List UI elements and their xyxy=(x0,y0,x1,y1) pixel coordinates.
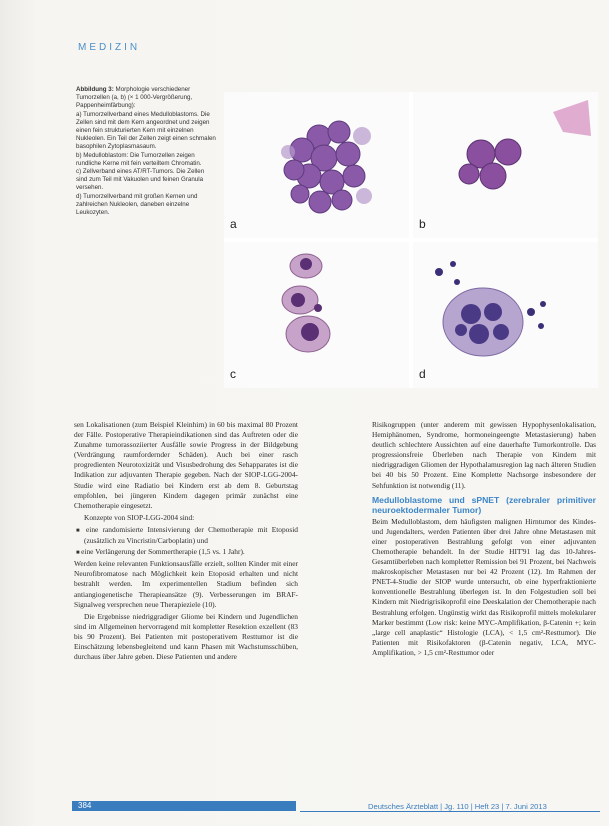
caption-item-b: b) Medulloblastom: Die Tumorzellen zeigen rundliche Kerne mit fein verteiltem Chromatin. xyxy=(76,151,202,167)
cell-cluster-image-c xyxy=(224,242,409,388)
caption-item-d: d) Tumorzellverband mit großen Kernen und zahlreichen Nukleolen, daneben einzelne Leukozyten. xyxy=(76,192,198,217)
section-label: MEDIZIN xyxy=(78,42,141,53)
micrograph-panel-c xyxy=(224,242,409,388)
caption-item-a: a) Tumorzellverband eines Medulloblastoms. Die Zellen sind mit dem Kern angeordnet und zeigen einen fein strukturierten Kern mit einzelnen Nukleolen. Ein Teil der Zellen zeigt einen schmalen basophilen Zytoplasmasaum. xyxy=(76,110,216,151)
caption-item-c: c) Zellverband eines AT/RT-Tumors. Die Zellen sind zum Teil mit Vakuolen und feinen Granula versehen. xyxy=(76,168,205,192)
left-bullet-1: ■ eine randomisierte Intensivierung der Chemotherapie mit Etoposid (zusätzlich zu Vincristin/Carboplatin) und xyxy=(74,525,298,546)
right-text-column xyxy=(372,420,596,660)
caption-intro: Morphologie verschiedener Tumorzellen (a, b) (× 1 000-Vergrößerung, Pappenheimfärbung): xyxy=(76,86,193,110)
footer-bar xyxy=(72,801,296,811)
micrograph-panel-d xyxy=(413,242,598,388)
footer-journal: Deutsches Ärzteblatt | Jg. 110 | Heft 23 | 7. Juni 2013 xyxy=(368,802,547,811)
footer-rule xyxy=(300,811,600,812)
panel-label-a: a xyxy=(230,217,237,231)
panel-label-d: d xyxy=(419,367,426,381)
figure-caption xyxy=(76,86,216,217)
micrograph-figure xyxy=(224,92,598,388)
panel-label-c: c xyxy=(230,367,236,381)
left-paragraph-2: Konzepte von SIOP-LGG-2004 sind: xyxy=(84,512,195,522)
left-paragraph-4: Die Ergebnisse niedriggradiger Gliome bei Kindern und Jugendlichen sind im Allgemeinen hervorragend mit kompletter Resektion exzellent (83 bis 90 Prozent). Bei Patienten mit postoperativem Resttumor ist die Einschätzung lebensbegleitend und kann Phasen mit Wachstumsschüben, durchaus über Jahre geben. Diese Patienten und andere xyxy=(74,611,298,662)
micrograph-panel-b xyxy=(413,92,598,238)
page-number: 384 xyxy=(78,801,92,810)
left-paragraph-3: Werden keine relevanten Funktionsausfälle erzielt, sollten Kinder mit einer Neurofibromatose nach Möglichkeit kein Etoposid erhalten und nicht bestrahlt werden. Im experimentellen Stadium befinden sich antiangiogenetische Therapieansätze (9). Verbesserungen im BRAF-Signalweg versprechen neue Therapieziele (10). xyxy=(74,559,298,609)
left-text-column xyxy=(74,420,298,664)
section-heading: Medulloblastome und sPNET (zerebraler primitiver neuroektodermaler Tumor) xyxy=(372,494,596,515)
cell-cluster-image-a xyxy=(224,92,409,238)
right-paragraph-2: Beim Medulloblastom, dem häufigsten malignen Hirntumor des Kindes- und Jugendalters, werden Patienten über drei Jahre ohne Metastasen mit einer postoperativen Bestrahlung gefolgt von einer adjuvanten Chemotherapie behandelt. In der Studie HIT'91 lag das 10-Jahres-Gesamtüberleben nach kompletter Remission bei 91 Prozent, bei Nachweis makroskopischer Metastasen nur bei 42 Prozent (12). Im Rahmen der PNET-4-Studie der SIOP wurde untersucht, ob eine hyperfraktionierte konventionelle Bestrahlung überlegen ist. In den Folgestudien soll bei Kindern mit Niedrigrisikoprofil eine Deeskalation der Chemotherapie nach Bestrahlung erfolgen. Ungünstig wirkt das Risikoprofil mittels molekularer Marker bestimmt (Low risk: keine MYC-Amplifikation, β-Catenin +; kein „large cell anaplastic“ Histologie (LCA), < 1,5 cm²-Resttumor). Die Patienten mit Risikofaktoren (β-Catenin negativ, LCA, MYC-Amplifikation, > 1,5 cm²-Resttumor oder xyxy=(372,516,596,657)
right-paragraph-1: Risikogruppen (unter anderem mit gewissen Hypophysenlokalisation, Hemiphänomen, Syndrome, hormoneingeengte Metastasierung) haben deutlich schlechtere Aussichten auf eine dauerhafte Tumorkontrolle. Das progressionsfreie Überleben nach Therapie von Kindern mit niedriggradigen Gliomen der Hypothalamusregion lag nach älteren Studien bei 40 bis 50 Prozent. Eine Komplette Nachsorge insbesondere der Sehfunktion ist notwendig (11). xyxy=(372,420,596,490)
cell-cluster-image-b xyxy=(413,92,598,238)
left-bullet-2: ■ eine Verlängerung der Sommertherapie (1,5 vs. 1 Jahr). xyxy=(74,547,298,558)
micrograph-panel-a xyxy=(224,92,409,238)
panel-label-b: b xyxy=(419,217,426,231)
left-paragraph-1: sen Lokalisationen (zum Beispiel Kleinhirn) in 60 bis maximal 80 Prozent der Fälle. Postoperative Therapieindikationen sind das Auftreten oder die Zunahme tumorassoziierter Ausfälle sowie Progress in der Bildgebung (Verdrängung raumfordernder Schäden). Auch bei einer rasch progredienten Neurotoxizität und Visusbedrohung des Sehapparates ist die Indikation zur adjuvanten Therapie gegeben. Nach der SIOP-LGG-2004-Studie wird eine Radiatio bei Kindern erst ab dem 8. Geburtstag empfohlen, bei jüngeren Kindern dagegen primär zunächst eine Chemotherapie eingesetzt. xyxy=(74,420,298,510)
caption-title: Abbildung 3: xyxy=(76,86,114,93)
cell-cluster-image-d xyxy=(413,242,598,388)
